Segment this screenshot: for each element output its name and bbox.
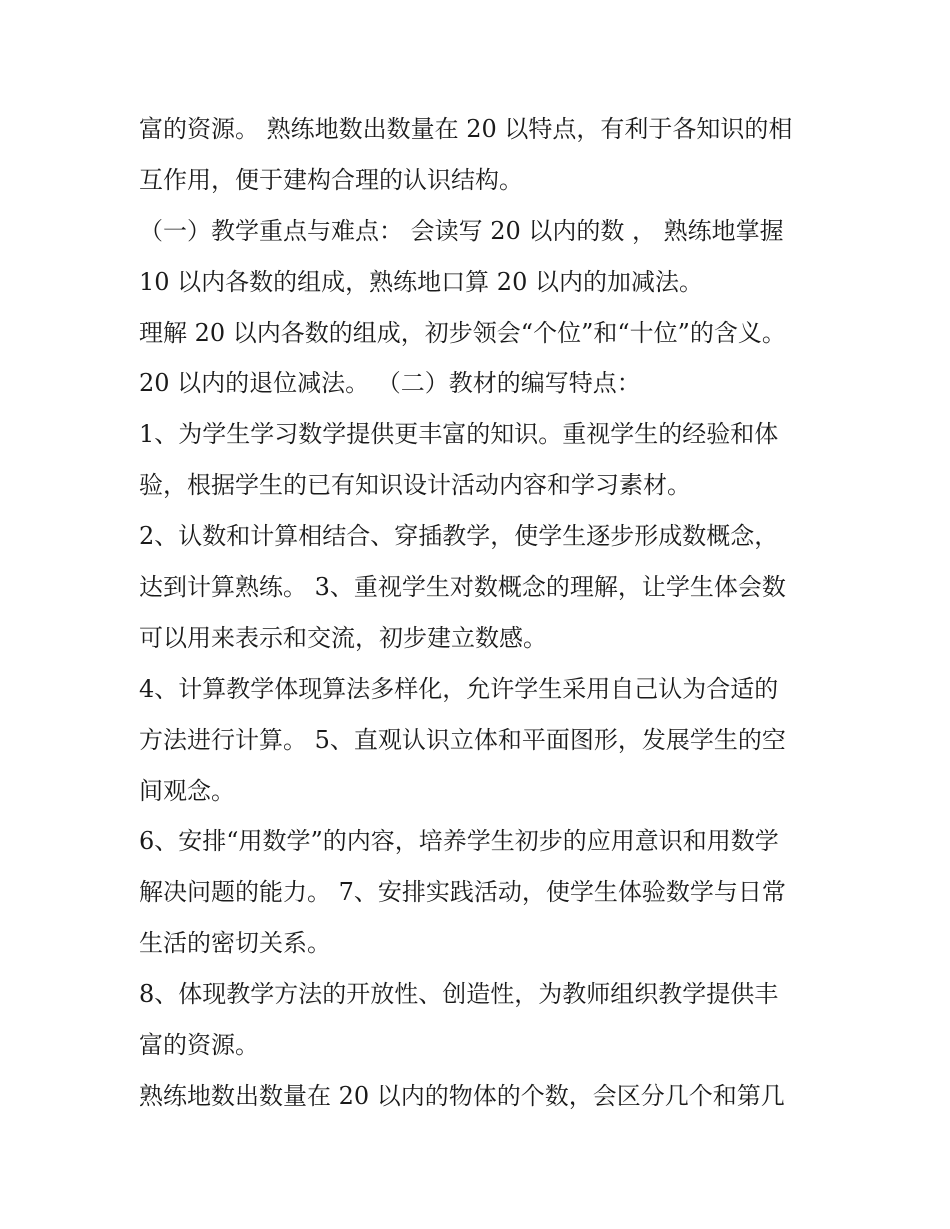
text-line: 互作用，便于建构合理的认识结构。 — [139, 165, 523, 194]
text-line: 4、计算教学体现算法多样化，允许学生采用自己认为合适的 — [139, 674, 779, 703]
text-line: 8、体现教学方法的开放性、创造性，为教师组织教学提供丰 — [139, 980, 779, 1009]
text-line: 解决问题的能力。 7、安排实践活动，使学生体验数学与日常 — [139, 878, 786, 907]
text-line: 理解 20 以内各数的组成，初步领会“个位”和“十位”的含义。 — [139, 318, 786, 347]
text-line: 富的资源。 熟练地数出数量在 20 以特点，有利于各知识的相 — [139, 115, 793, 143]
text-line: 20 以内的退位减法。 （二）教材的编写特点： — [139, 369, 641, 398]
text-line: 10 以内各数的组成，熟练地口算 20 以内的加减法。 — [139, 267, 703, 296]
text-line: 熟练地数出数量在 20 以内的物体的个数，会区分几个和第几 — [139, 1081, 785, 1110]
text-line: 达到计算熟练。 3、重视学生对数概念的理解，让学生体会数 — [139, 573, 786, 602]
text-line: 间观念。 — [139, 776, 235, 805]
text-line: 2、认数和计算相结合、穿插教学，使学生逐步形成数概念， — [139, 522, 779, 551]
text-line: 生活的密切关系。 — [139, 929, 331, 958]
text-line: 方法进行计算。 5、直观认识立体和平面图形，发展学生的空 — [139, 725, 786, 754]
body-text — [139, 104, 811, 1122]
text-line: 6、安排“用数学”的内容，培养学生初步的应用意识和用数学 — [139, 827, 779, 856]
text-line: 1、为学生学习数学提供更丰富的知识。重视学生的经验和体 — [139, 420, 779, 449]
text-line: 富的资源。 — [139, 1031, 259, 1060]
text-line: 可以用来表示和交流，初步建立数感。 — [139, 623, 547, 652]
text-line: 验，根据学生的已有知识设计活动内容和学习素材。 — [139, 471, 691, 500]
text-line: （一）教学重点与难点： 会读写 20 以内的数 ， 熟练地掌握 — [139, 216, 784, 245]
